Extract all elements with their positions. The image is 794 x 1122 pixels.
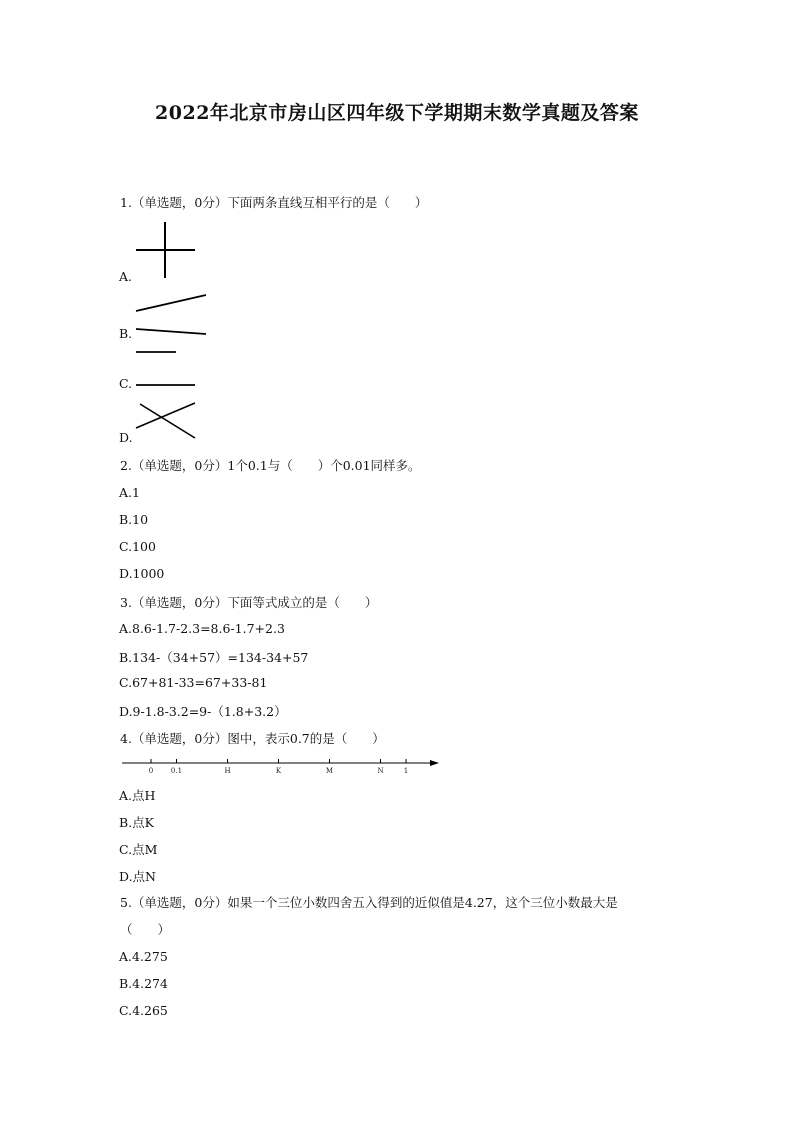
question-3-option-d[interactable]: D.9-1.8-3.2=9-（1.8+3.2） xyxy=(119,704,287,719)
question-2-option-c[interactable]: C.100 xyxy=(119,539,156,554)
number-line-label: 0 xyxy=(148,767,154,775)
question-4-text: 4.（单选题，0分）图中，表示0.7的是（ ） xyxy=(120,731,385,746)
question-5-option-c[interactable]: C.4.265 xyxy=(119,1003,168,1018)
number-line-arrow-icon xyxy=(430,760,439,766)
figure-1b-converging-lines xyxy=(134,292,210,338)
number-line-figure xyxy=(118,752,442,778)
question-5-option-b[interactable]: B.4.274 xyxy=(119,976,168,991)
question-3-text: 3.（单选题，0分）下面等式成立的是（ ） xyxy=(120,595,378,610)
number-line-label: M xyxy=(325,767,334,775)
number-line-label: H xyxy=(224,767,231,775)
figure-1d-crossing-lines xyxy=(134,400,198,442)
question-4-option-a[interactable]: A.点H xyxy=(119,788,156,803)
question-5-text-continued: （ ） xyxy=(120,922,171,937)
question-1-option-a[interactable]: A. xyxy=(119,269,133,284)
question-1-option-d[interactable]: D. xyxy=(119,430,133,445)
question-2-option-b[interactable]: B.10 xyxy=(119,512,149,527)
question-3-option-b[interactable]: B.134-（34+57）=134-34+57 xyxy=(119,650,309,665)
question-1-text: 1.（单选题，0分）下面两条直线互相平行的是（ ） xyxy=(120,195,428,210)
question-3-option-c[interactable]: C.67+81-33=67+33-81 xyxy=(119,675,268,690)
question-2-option-d[interactable]: D.1000 xyxy=(119,566,165,581)
question-1-option-c[interactable]: C. xyxy=(119,376,133,391)
number-line-label: 0.1 xyxy=(170,767,183,775)
question-2-text: 2.（单选题，0分）1个0.1与（ ）个0.01同样多。 xyxy=(120,458,421,473)
question-4-option-d[interactable]: D.点N xyxy=(119,869,156,884)
question-4-option-c[interactable]: C.点M xyxy=(119,842,158,857)
question-1-option-b[interactable]: B. xyxy=(119,326,133,341)
question-2-option-a[interactable]: A.1 xyxy=(119,485,140,500)
question-4-option-b[interactable]: B.点K xyxy=(119,815,154,830)
number-line-label: K xyxy=(275,767,282,775)
document-title: 2022年北京市房山区四年级下学期期末数学真题及答案 xyxy=(155,102,639,124)
number-line-label: N xyxy=(377,767,384,775)
figure-1c-parallel-lines xyxy=(134,348,198,390)
question-5-text: 5.（单选题，0分）如果一个三位小数四舍五入得到的近似值是4.27，这个三位小数最大是 xyxy=(120,895,618,910)
number-line-label: 1 xyxy=(403,767,409,775)
question-3-option-a[interactable]: A.8.6-1.7-2.3=8.6-1.7+2.3 xyxy=(119,621,285,636)
question-5-option-a[interactable]: A.4.275 xyxy=(119,949,168,964)
figure-1a-perpendicular-lines xyxy=(134,220,198,280)
